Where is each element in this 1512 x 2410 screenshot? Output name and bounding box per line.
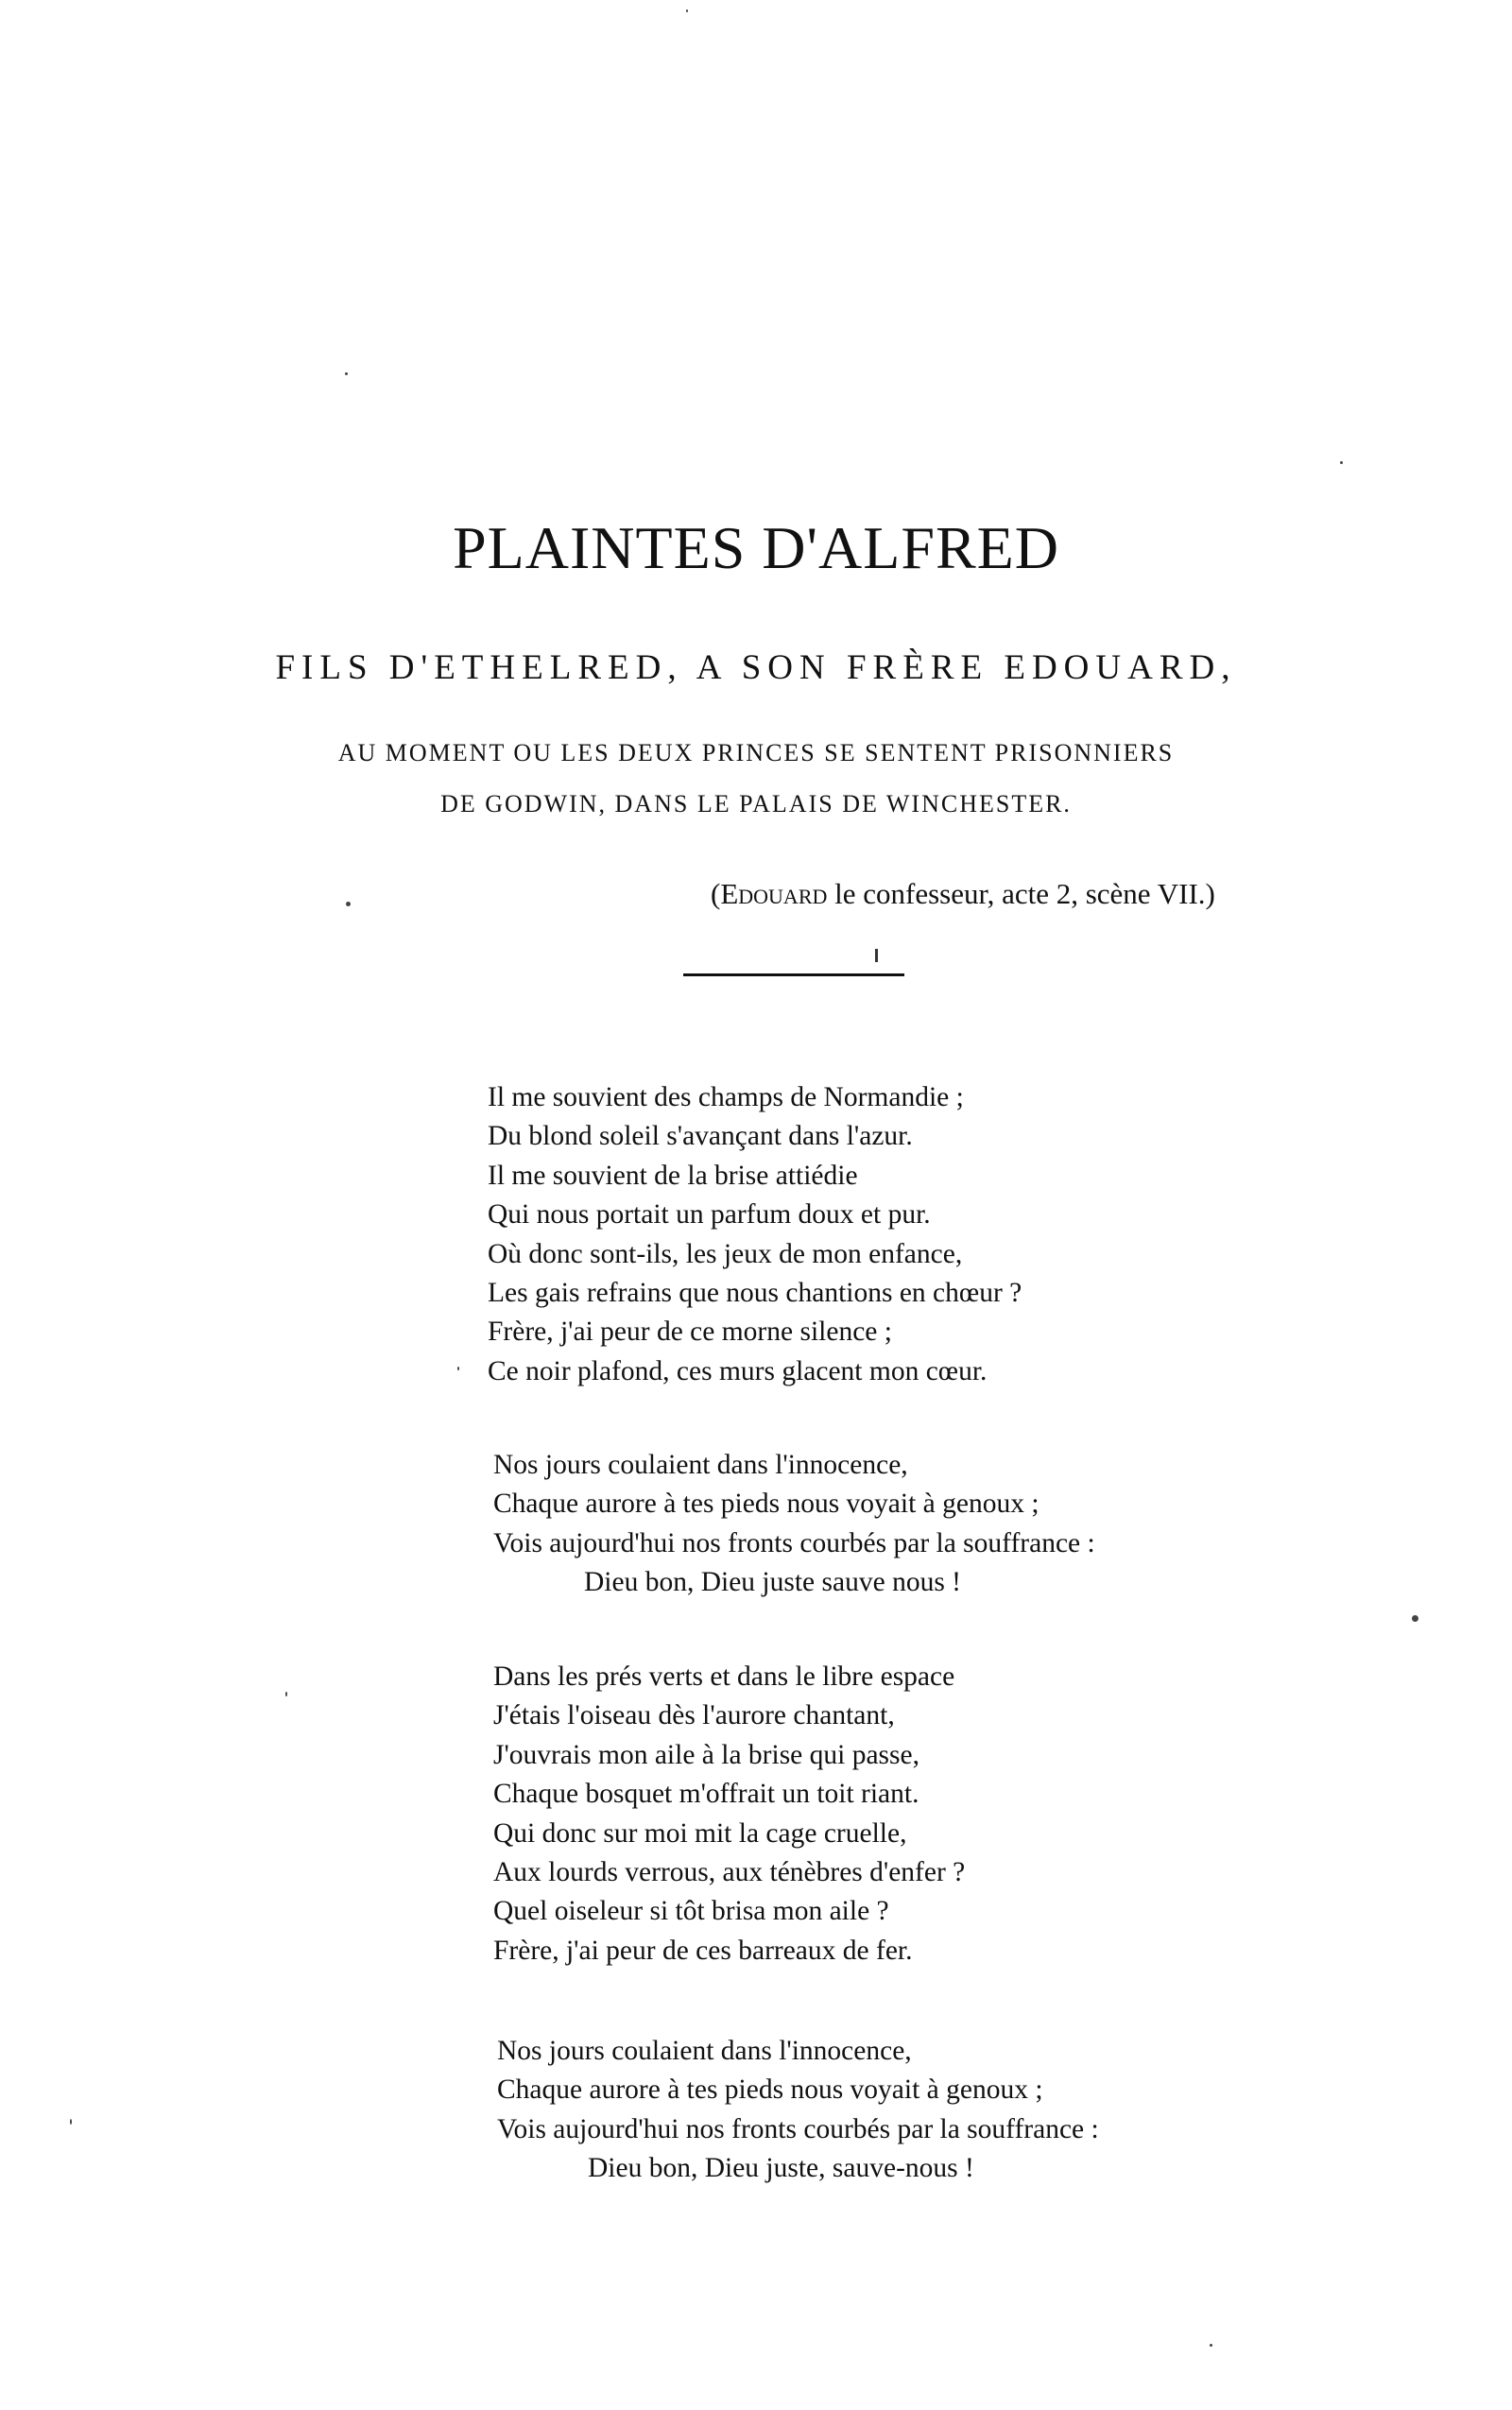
section-divider bbox=[683, 973, 904, 976]
verse-line: Vois aujourd'hui nos fronts courbés par la souffrance : bbox=[497, 2113, 1099, 2144]
verse-line: Où donc sont-ils, les jeux de mon enfance, bbox=[488, 1238, 963, 1269]
verse-line: Chaque aurore à tes pieds nous voyait à genoux ; bbox=[493, 1489, 1040, 1520]
scan-speck bbox=[1340, 461, 1343, 464]
verse-line: Dieu bon, Dieu juste, sauve-nous ! bbox=[588, 2153, 974, 2184]
stanza-2 bbox=[493, 1658, 965, 1971]
page-title: PLAINTES D'ALFRED bbox=[453, 514, 1059, 581]
verse-line: Chaque bosquet m'offrait un toit riant. bbox=[493, 1779, 919, 1810]
scan-speck bbox=[285, 1692, 287, 1696]
refrain-2 bbox=[497, 2032, 1099, 2189]
scan-speck bbox=[686, 9, 688, 12]
source-citation bbox=[711, 879, 1215, 908]
refrain-1 bbox=[493, 1446, 1095, 1603]
scan-speck bbox=[1412, 1615, 1418, 1622]
verse-line: Nos jours coulaient dans l'innocence, bbox=[497, 2036, 912, 2066]
source-name: Edouard bbox=[720, 877, 828, 910]
verse-line: Il me souvient des champs de Normandie ; bbox=[488, 1082, 964, 1112]
verse-line: Dans les prés verts et dans le libre espace bbox=[493, 1661, 955, 1692]
scan-speck bbox=[345, 372, 348, 375]
verse-line: Les gais refrains que nous chantions en chœur ? bbox=[488, 1278, 1022, 1309]
verse-line: Du blond soleil s'avançant dans l'azur. bbox=[488, 1121, 913, 1152]
verse-line: Il me souvient de la brise attiédie bbox=[488, 1160, 858, 1191]
stanza-1 bbox=[488, 1078, 1022, 1391]
verse-line: Frère, j'ai peur de ces barreaux de fer. bbox=[493, 1935, 913, 1966]
scan-speck bbox=[457, 1367, 459, 1370]
verse-line: Quel oiseleur si tôt brisa mon aile ? bbox=[493, 1896, 889, 1927]
verse-line: Qui donc sur moi mit la cage cruelle, bbox=[493, 1817, 907, 1849]
scan-speck bbox=[70, 2119, 72, 2125]
scan-speck bbox=[346, 902, 351, 906]
verse-line: Nos jours coulaient dans l'innocence, bbox=[493, 1450, 908, 1480]
rule-tick bbox=[875, 949, 878, 962]
scan-speck bbox=[1210, 2344, 1212, 2347]
heading-note-line-2: DE GODWIN, DANS LE PALAIS DE WINCHESTER. bbox=[440, 790, 1072, 818]
source-rest: le confesseur, acte 2, scène VII.) bbox=[827, 877, 1215, 910]
verse-line: J'ouvrais mon aile à la brise qui passe, bbox=[493, 1739, 919, 1770]
verse-line: Vois aujourd'hui nos fronts courbés par la souffrance : bbox=[493, 1527, 1095, 1558]
verse-line: Frère, j'ai peur de ce morne silence ; bbox=[488, 1317, 892, 1348]
verse-line: Chaque aurore à tes pieds nous voyait à genoux ; bbox=[497, 2074, 1043, 2106]
verse-line: Dieu bon, Dieu juste sauve nous ! bbox=[584, 1567, 961, 1598]
heading-note-line-1: AU MOMENT OU LES DEUX PRINCES SE SENTENT PRISONNIERS bbox=[337, 739, 1175, 766]
verse-line: Aux lourds verrous, aux ténèbres d'enfer ? bbox=[493, 1857, 966, 1888]
verse-line: Qui nous portait un parfum doux et pur. bbox=[488, 1199, 931, 1231]
source-open-paren: ( bbox=[711, 877, 721, 910]
page-subtitle: FILS D'ETHELRED, A SON FRÈRE EDOUARD, bbox=[275, 648, 1237, 687]
verse-line: J'étais l'oiseau dès l'aurore chantant, bbox=[493, 1700, 895, 1731]
verse-line: Ce noir plafond, ces murs glacent mon cœur. bbox=[488, 1355, 988, 1386]
